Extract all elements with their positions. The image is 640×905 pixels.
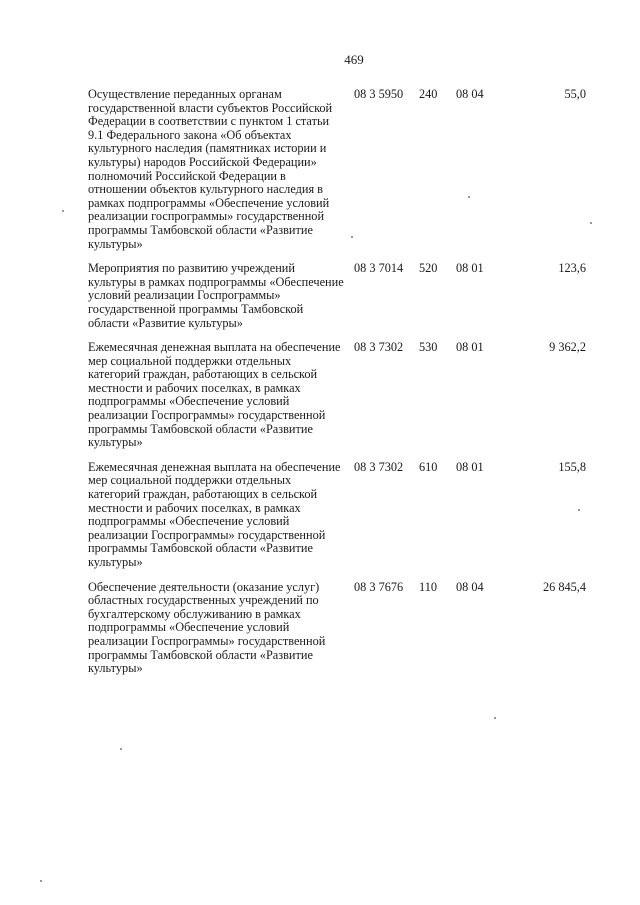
- row-target-article: 08 3 5950: [354, 87, 404, 101]
- row-sum: 26 845,4: [542, 579, 586, 594]
- row-expense-type: 530: [419, 340, 438, 355]
- row-section: 08 04: [456, 87, 484, 101]
- row-description: Обеспечение деятельности (оказание услуг) областных государственных учреждений по бухгалтерскому обслуживанию в рамках подпрограммы «Обеспечение условий реализации Госпрограммы» государственной программы Тамбовской области «Развитие культуры»: [88, 579, 326, 676]
- table-row: [88, 341, 608, 450]
- table-row: [88, 461, 608, 570]
- row-sum: 55,0: [564, 87, 586, 101]
- row-section: 08 01: [456, 340, 484, 355]
- row-target-article: 08 3 7302: [354, 340, 404, 355]
- scan-speck: [62, 210, 64, 212]
- row-description: Ежемесячная денежная выплата на обеспечение мер социальной поддержки отдельных категорий граждан, работающих в сельской местности и рабочих поселках, в рамках подпрограммы «Обеспечение условий реализации Госпрограммы» государственной программы Тамбовской области «Развитие культуры»: [88, 340, 341, 450]
- row-sum: 9 362,2: [549, 340, 586, 355]
- row-section: 08 01: [456, 459, 484, 474]
- row-section: 08 01: [456, 261, 484, 276]
- row-description: Осуществление переданных органам государственной власти субъектов Российской Федерации в соответствии с пунктом 1 статьи 9.1 Федерального закона «Об объектах культурного наследия (памятниках истории и культуры) народов Российской Федерации» полномочий Российской Федерации в отношении объектов культурного наследия в рамках подпрограммы «Обеспечение условий реализации госпрограммы» государственной программы Тамбовской области «Развитие культуры»: [88, 87, 333, 251]
- scan-speck: [590, 222, 592, 224]
- row-expense-type: 110: [419, 579, 437, 594]
- scan-speck: [351, 236, 353, 238]
- row-expense-type: 520: [419, 261, 438, 276]
- row-description: Мероприятия по развитию учреждений культуры в рамках подпрограммы «Обеспечение условий реализации Госпрограммы» государственной программы Тамбовской области «Развитие культуры»: [88, 261, 344, 330]
- scan-speck: [120, 748, 122, 750]
- page-number: 469: [344, 52, 364, 67]
- row-expense-type: 610: [419, 459, 438, 474]
- row-target-article: 08 3 7302: [354, 459, 404, 474]
- table-row: [88, 88, 608, 251]
- row-sum: 123,6: [558, 261, 586, 276]
- row-section: 08 04: [456, 579, 484, 594]
- row-expense-type: 240: [419, 87, 438, 101]
- scan-speck: [468, 196, 470, 198]
- row-description: Ежемесячная денежная выплата на обеспечение мер социальной поддержки отдельных категорий граждан, работающих в сельской местности и рабочих поселках, в рамках подпрограммы «Обеспечение условий реализации Госпрограммы» государственной программы Тамбовской области «Развитие культуры»: [88, 459, 341, 569]
- table-row: [88, 581, 608, 676]
- scan-speck: [494, 717, 496, 719]
- row-target-article: 08 3 7014: [354, 261, 404, 276]
- scan-speck: [40, 880, 42, 882]
- row-target-article: 08 3 7676: [354, 579, 404, 594]
- budget-table: [88, 88, 608, 687]
- row-sum: 155,8: [558, 459, 586, 474]
- scan-speck: [578, 509, 580, 511]
- table-row: [88, 262, 608, 330]
